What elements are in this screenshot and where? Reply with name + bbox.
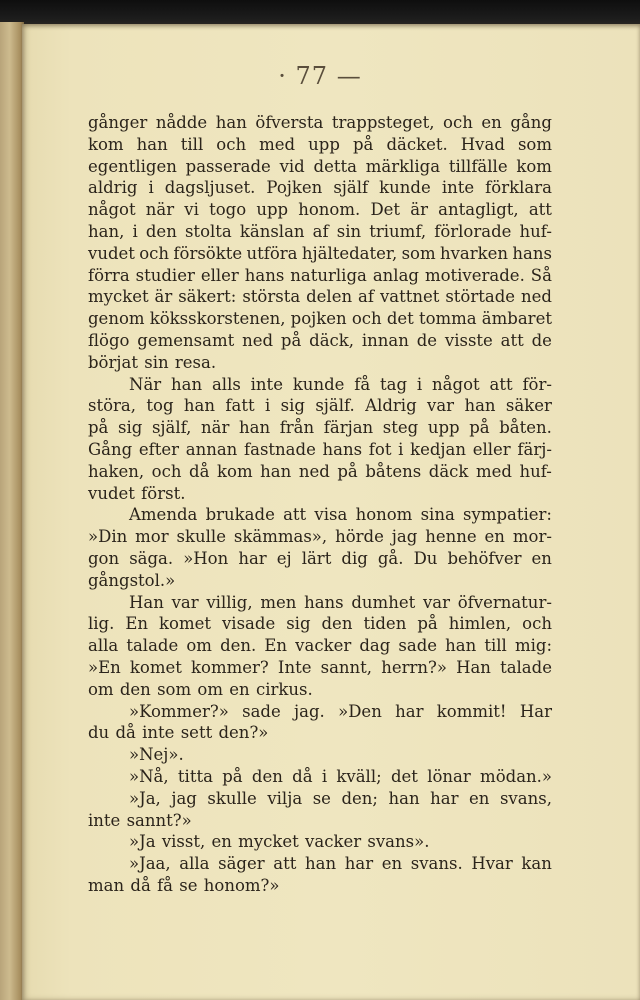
- text-line: på sig själf, när han från färjan steg upp på båten.: [88, 418, 552, 438]
- book-binding: [0, 0, 640, 26]
- text-line: gånger nådde han öfversta trappsteget, och en gång: [88, 113, 552, 132]
- text-line: Han var villig, men hans dumhet var öfvernatur-: [129, 592, 552, 612]
- page-edge: [0, 22, 24, 1000]
- text-line: När han alls inte kunde få tag i något att för-: [129, 374, 552, 394]
- text-line: Gång efter annan fastnade hans fot i kedjan eller färj-: [88, 439, 552, 459]
- text-line: »Ja, jag skulle vilja se den; han har en svans,: [129, 788, 552, 808]
- text-line: man då få se honom?»: [88, 875, 280, 895]
- text-line: gångstol.»: [88, 570, 176, 590]
- text-line: mycket är säkert: största delen af vattnet störtade ned: [88, 287, 552, 307]
- text-line: alla talade om den. En vacker dag sade han till mig:: [88, 636, 552, 656]
- text-line: »Ja visst, en mycket vacker svans».: [129, 832, 430, 852]
- text-line: inte sannt?»: [88, 810, 192, 830]
- text-line: »Kommer?» sade jag. »Den har kommit! Har: [129, 701, 552, 721]
- text-line: flögo gemensamt ned på däck, innan de visste att de: [88, 330, 552, 350]
- text-line: något när vi togo upp honom. Det är antagligt, att: [88, 200, 552, 220]
- text-line: han, i den stolta känslan af sin triumf, förlorade huf-: [88, 221, 552, 241]
- text-line: »Jaa, alla säger att han har en svans. Hvar kan: [129, 854, 552, 874]
- text-line: »Nå, titta på den då i kväll; det lönar mödan.»: [129, 766, 552, 786]
- text-line: vudet först.: [88, 483, 186, 503]
- text-line: genom köksskorstenen, pojken och det tomma ämbaret: [88, 309, 552, 329]
- text-line: du då inte sett den?»: [88, 723, 269, 743]
- text-line: »Din mor skulle skämmas», hörde jag henne en mor-: [88, 527, 552, 547]
- text-line: »Nej».: [129, 745, 184, 765]
- text-line: förra studier eller hans naturliga anlag motiverade. Så: [88, 265, 552, 285]
- text-line: »En komet kommer? Inte sannt, herrn?» Han talade: [88, 657, 552, 677]
- text-line: aldrig i dagsljuset. Pojken själf kunde inte förklara: [88, 178, 552, 198]
- text-line: lig. En komet visade sig den tiden på himlen, och: [88, 614, 552, 634]
- page-number: · 77 —: [278, 62, 362, 90]
- text-line: börjat sin resa.: [88, 352, 217, 372]
- text-line: störa, tog han fatt i sig själf. Aldrig var han säker: [88, 396, 552, 416]
- text-line: gon säga. »Hon har ej lärt dig gå. Du behöfver en: [88, 548, 552, 568]
- text-line: vudet och försökte utföra hjältedater, som hvarken hans: [88, 243, 552, 263]
- text-line: Amenda brukade att visa honom sina sympatier:: [129, 505, 552, 525]
- text-line: egentligen passerade vid detta märkliga tillfälle kom: [88, 156, 552, 176]
- text-line: haken, och då kom han ned på båtens däck med huf-: [88, 461, 552, 481]
- text-line: kom han till och med upp på däcket. Hvad som: [88, 134, 552, 154]
- body-text: [88, 112, 552, 897]
- text-line: om den som om en cirkus.: [88, 679, 313, 699]
